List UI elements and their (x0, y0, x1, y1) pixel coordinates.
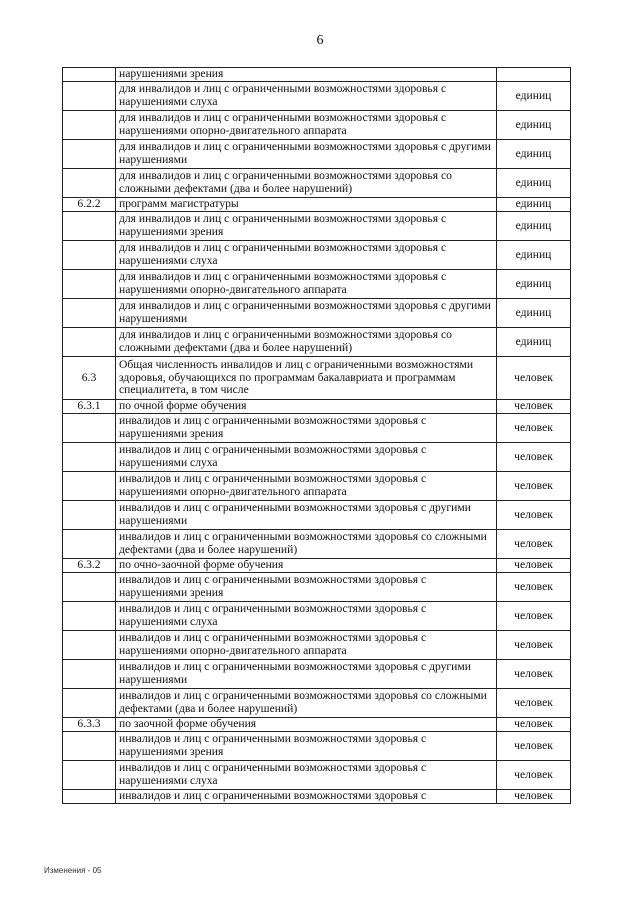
row-number-cell (63, 790, 116, 804)
indicator-name-cell: для инвалидов и лиц с ограниченными возможностями здоровья с другими нарушениями (116, 299, 497, 328)
unit-cell: человек (497, 790, 571, 804)
indicator-name-cell: для инвалидов и лиц с ограниченными возможностями здоровья со сложными дефектами (два и более нарушений) (116, 169, 497, 198)
row-number-cell (63, 530, 116, 559)
row-number-cell: 6.3 (63, 357, 116, 400)
unit-cell: единиц (497, 212, 571, 241)
indicator-name-cell: инвалидов и лиц с ограниченными возможностями здоровья с нарушениями зрения (116, 732, 497, 761)
table-row (63, 299, 571, 328)
indicator-name-cell: инвалидов и лиц с ограниченными возможностями здоровья с нарушениями слуха (116, 602, 497, 631)
table-row (63, 602, 571, 631)
unit-cell: человек (497, 761, 571, 790)
unit-cell: человек (497, 631, 571, 660)
row-number-cell (63, 212, 116, 241)
table-row (63, 732, 571, 761)
row-number-cell (63, 414, 116, 443)
indicator-name-cell: инвалидов и лиц с ограниченными возможностями здоровья с нарушениями слуха (116, 761, 497, 790)
table-row (63, 82, 571, 111)
unit-cell: единиц (497, 82, 571, 111)
table-row (63, 689, 571, 718)
indicator-name-cell: программ магистратуры (116, 198, 497, 212)
row-number-cell (63, 443, 116, 472)
table-row (63, 530, 571, 559)
indicator-name-cell: по очной форме обучения (116, 400, 497, 414)
unit-cell: единиц (497, 299, 571, 328)
table-row (63, 761, 571, 790)
row-number-cell (63, 472, 116, 501)
indicator-name-cell: Общая численность инвалидов и лиц с ограниченными возможностями здоровья, обучающихся по программам бакалавриата и программам специалитета, в том числе (116, 357, 497, 400)
indicator-name-cell: инвалидов и лиц с ограниченными возможностями здоровья с нарушениями зрения (116, 573, 497, 602)
indicator-name-cell: по заочной форме обучения (116, 718, 497, 732)
unit-cell: единиц (497, 328, 571, 357)
indicator-name-cell: для инвалидов и лиц с ограниченными возможностями здоровья с другими нарушениями (116, 140, 497, 169)
unit-cell: единиц (497, 198, 571, 212)
indicator-name-cell: по очно-заочной форме обучения (116, 559, 497, 573)
row-number-cell (63, 140, 116, 169)
indicator-name-cell: инвалидов и лиц с ограниченными возможностями здоровья с нарушениями опорно-двигательного аппарата (116, 472, 497, 501)
unit-cell: человек (497, 501, 571, 530)
page-number: 6 (316, 33, 324, 48)
unit-cell: единиц (497, 111, 571, 140)
indicator-name-cell: инвалидов и лиц с ограниченными возможностями здоровья с другими нарушениями (116, 501, 497, 530)
table-row (63, 631, 571, 660)
row-number-cell: 6.3.2 (63, 559, 116, 573)
indicator-name-cell: инвалидов и лиц с ограниченными возможностями здоровья со сложными дефектами (два и более нарушений) (116, 530, 497, 559)
table-row (63, 400, 571, 414)
indicator-name-cell: инвалидов и лиц с ограниченными возможностями здоровья с другими нарушениями (116, 660, 497, 689)
table-row (63, 660, 571, 689)
unit-cell: человек (497, 732, 571, 761)
indicator-name-cell: для инвалидов и лиц с ограниченными возможностями здоровья со сложными дефектами (два и более нарушений) (116, 328, 497, 357)
row-number-cell (63, 328, 116, 357)
row-number-cell (63, 241, 116, 270)
indicator-name-cell: для инвалидов и лиц с ограниченными возможностями здоровья с нарушениями слуха (116, 82, 497, 111)
table-row (63, 111, 571, 140)
unit-cell: человек (497, 660, 571, 689)
table-row (63, 718, 571, 732)
table-row (63, 559, 571, 573)
table-row (63, 169, 571, 198)
unit-cell: единиц (497, 169, 571, 198)
unit-cell: человек (497, 530, 571, 559)
table-row (63, 472, 571, 501)
unit-cell: единиц (497, 241, 571, 270)
unit-cell: единиц (497, 270, 571, 299)
table-row (63, 270, 571, 299)
row-number-cell (63, 573, 116, 602)
unit-cell: человек (497, 443, 571, 472)
unit-cell: человек (497, 414, 571, 443)
row-number-cell (63, 270, 116, 299)
indicators-table (62, 67, 571, 804)
row-number-cell (63, 169, 116, 198)
indicator-name-cell: инвалидов и лиц с ограниченными возможностями здоровья с нарушениями слуха (116, 443, 497, 472)
revision-footer: Изменения - 05 (44, 866, 102, 875)
row-number-cell (63, 761, 116, 790)
row-number-cell (63, 602, 116, 631)
indicators-table-body (63, 68, 571, 804)
row-number-cell: 6.3.1 (63, 400, 116, 414)
unit-cell: человек (497, 400, 571, 414)
table-row (63, 573, 571, 602)
table-row (63, 198, 571, 212)
row-number-cell: 6.2.2 (63, 198, 116, 212)
indicator-name-cell: инвалидов и лиц с ограниченными возможностями здоровья со сложными дефектами (два и более нарушений) (116, 689, 497, 718)
row-number-cell (63, 660, 116, 689)
row-number-cell (63, 732, 116, 761)
indicator-name-cell: нарушениями зрения (116, 68, 497, 82)
row-number-cell (63, 689, 116, 718)
indicator-name-cell: для инвалидов и лиц с ограниченными возможностями здоровья с нарушениями зрения (116, 212, 497, 241)
unit-cell: человек (497, 559, 571, 573)
table-row (63, 68, 571, 82)
indicator-name-cell: инвалидов и лиц с ограниченными возможностями здоровья с нарушениями зрения (116, 414, 497, 443)
row-number-cell (63, 501, 116, 530)
row-number-cell (63, 82, 116, 111)
table-row (63, 241, 571, 270)
indicator-name-cell: для инвалидов и лиц с ограниченными возможностями здоровья с нарушениями опорно-двигательного аппарата (116, 111, 497, 140)
table-row (63, 212, 571, 241)
unit-cell: человек (497, 718, 571, 732)
unit-cell: человек (497, 602, 571, 631)
unit-cell: человек (497, 689, 571, 718)
indicator-name-cell: для инвалидов и лиц с ограниченными возможностями здоровья с нарушениями опорно-двигательного аппарата (116, 270, 497, 299)
indicator-name-cell: инвалидов и лиц с ограниченными возможностями здоровья с нарушениями опорно-двигательного аппарата (116, 631, 497, 660)
unit-cell: человек (497, 357, 571, 400)
unit-cell: единиц (497, 140, 571, 169)
unit-cell (497, 68, 571, 82)
table-row (63, 414, 571, 443)
unit-cell: человек (497, 472, 571, 501)
indicator-name-cell: инвалидов и лиц с ограниченными возможностями здоровья с (116, 790, 497, 804)
row-number-cell (63, 111, 116, 140)
table-row (63, 501, 571, 530)
table-row (63, 443, 571, 472)
row-number-cell (63, 68, 116, 82)
table-row (63, 140, 571, 169)
row-number-cell (63, 631, 116, 660)
row-number-cell (63, 299, 116, 328)
indicator-name-cell: для инвалидов и лиц с ограниченными возможностями здоровья с нарушениями слуха (116, 241, 497, 270)
table-row (63, 357, 571, 400)
table-row (63, 790, 571, 804)
table-row (63, 328, 571, 357)
unit-cell: человек (497, 573, 571, 602)
row-number-cell: 6.3.3 (63, 718, 116, 732)
